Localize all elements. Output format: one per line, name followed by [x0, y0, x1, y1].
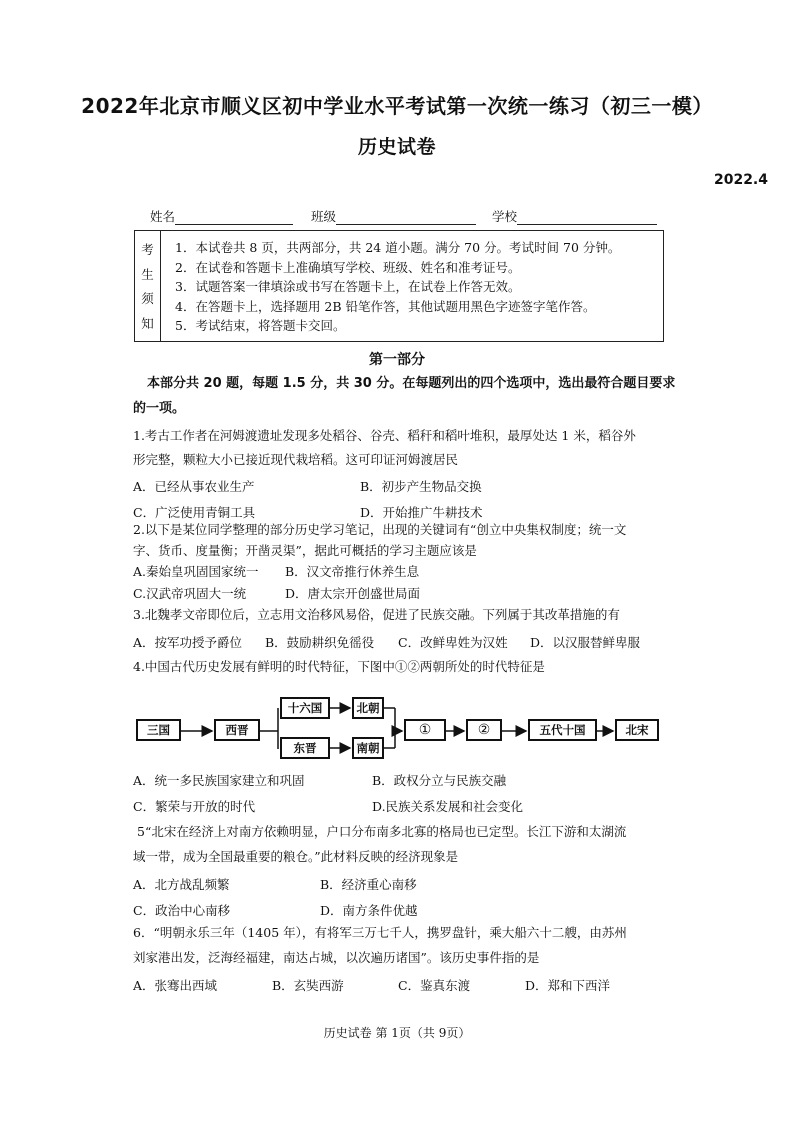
- q2-stem: 2.以下是某位同学整理的部分历史学习笔记，出现的关键词有“创立中央集权制度；统一文: [133, 522, 627, 537]
- q5-option-b[interactable]: B．经济重心南移: [320, 877, 417, 892]
- q5-option-d[interactable]: D．南方条件优越: [320, 903, 418, 918]
- box-circle-2: ②: [466, 719, 502, 741]
- q1-option-a[interactable]: A．已经从事农业生产: [133, 479, 255, 494]
- notice-side-char: 须: [141, 291, 154, 307]
- q2-option-d[interactable]: D．唐太宗开创盛世局面: [285, 586, 421, 601]
- box-xijin: 西晋: [214, 719, 260, 741]
- q5-option-a[interactable]: A．北方战乱频繁: [133, 877, 230, 892]
- box-sanguo: 三国: [136, 719, 181, 741]
- notice-item: 1．本试卷共 8 页，共两部分，共 24 道小题。满分 70 分。考试时间 70 分钟。: [175, 240, 621, 255]
- part1-instruction-cont: 的一项。: [133, 401, 186, 416]
- part1-heading: 第一部分: [369, 352, 425, 368]
- exam-notice-box: [134, 230, 664, 342]
- q6-stem: 6．“明朝永乐三年（1405 年），有将军三万七千人，携罗盘针，乘大船六十二艘，由苏州: [133, 925, 627, 940]
- q5-stem-cont: 域一带，成为全国最重要的粮仓。”此材料反映的经济现象是: [133, 849, 459, 864]
- class-blank: [336, 211, 476, 225]
- q4-option-c[interactable]: C．繁荣与开放的时代: [133, 799, 256, 814]
- q3-option-d[interactable]: D．以汉服替鲜卑服: [530, 635, 641, 650]
- notice-side-char: 知: [141, 315, 154, 331]
- q1-option-d[interactable]: D．开始推广牛耕技术: [360, 505, 483, 520]
- box-dongjin: 东晋: [280, 737, 330, 759]
- notice-items: [175, 238, 620, 336]
- q3-option-b[interactable]: B．鼓励耕织免徭役: [265, 635, 375, 650]
- student-info-row: [150, 207, 657, 225]
- box-wudai: 五代十国: [528, 719, 597, 741]
- exam-subject: 历史试卷: [357, 136, 436, 158]
- page-footer: 历史试卷 第 1页（共 9页）: [323, 1026, 471, 1040]
- q1-stem: 1.考古工作者在河姆渡遗址发现多处稻谷、谷壳、稻秆和稻叶堆积，最厚处达 1 米，稻谷外: [133, 428, 636, 443]
- box-shiliuguo: 十六国: [280, 697, 330, 719]
- q1-option-b[interactable]: B．初步产生物品交换: [360, 479, 482, 494]
- name-blank: [175, 211, 293, 225]
- notice-side-char: 生: [141, 266, 154, 282]
- school-label: 学校: [492, 209, 518, 224]
- q6-option-c[interactable]: C．鉴真东渡: [398, 978, 471, 993]
- notice-side-label: [135, 231, 161, 341]
- box-nanchao: 南朝: [352, 737, 384, 759]
- q3-option-a[interactable]: A．按军功授予爵位: [133, 635, 243, 650]
- notice-item: 4．在答题卡上，选择题用 2B 铅笔作答，其他试题用黑色字迹签字笔作答。: [175, 298, 596, 314]
- exam-date: 2022.4: [713, 172, 768, 188]
- name-label: 姓名: [150, 209, 176, 224]
- q6-option-d[interactable]: D．郑和下西洋: [525, 978, 611, 993]
- q6-option-a[interactable]: A．张骞出西域: [133, 978, 218, 993]
- q3-option-c[interactable]: C．改鲜卑姓为汉姓: [398, 635, 508, 650]
- q6-option-b[interactable]: B．玄奘西游: [272, 978, 344, 993]
- notice-item: 3．试题答案一律填涂或书写在答题卡上，在试卷上作答无效。: [175, 279, 521, 294]
- q1-stem-cont: 形完整，颗粒大小已接近现代栽培稻。这可印证河姆渡居民: [133, 452, 459, 467]
- part1-instruction: 本部分共 20 题，每题 1.5 分，共 30 分。在每题列出的四个选项中，选出最符合题目要求: [147, 376, 676, 391]
- notice-item: 5．考试结束，将答题卡交回。: [175, 318, 346, 333]
- q6-stem-cont: 刘家港出发，泛海经福建，南达占城，以次遍历诸国”。该历史事件指的是: [133, 950, 540, 965]
- box-beichao: 北朝: [352, 697, 384, 719]
- exam-title: 2022年北京市顺义区初中学业水平考试第一次统一练习（初三一模）: [81, 94, 713, 118]
- box-beisong: 北宋: [615, 719, 659, 741]
- box-circle-1: ①: [404, 719, 446, 741]
- q5-stem: 5“北宋在经济上对南方依赖明显，户口分布南多北寡的格局也已定型。长江下游和太湖流: [137, 824, 627, 839]
- q4-stem: 4.中国古代历史发展有鲜明的时代特征，下图中①②两朝所处的时代特征是: [133, 659, 545, 674]
- q4-option-a[interactable]: A．统一多民族国家建立和巩固: [133, 773, 305, 788]
- q5-option-c[interactable]: C．政治中心南移: [133, 903, 231, 918]
- q2-option-b[interactable]: B．汉文帝推行休养生息: [285, 564, 420, 579]
- notice-side-char: 考: [141, 242, 154, 258]
- q3-stem: 3.北魏孝文帝即位后，立志用文治移风易俗，促进了民族交融。下列属于其改革措施的有: [133, 607, 620, 622]
- q4-option-b[interactable]: B．政权分立与民族交融: [372, 773, 507, 788]
- q4-option-d[interactable]: D.民族关系发展和社会变化: [372, 799, 524, 814]
- notice-item: 2．在试卷和答题卡上准确填写学校、班级、姓名和准考证号。: [175, 259, 521, 275]
- q2-stem-cont: 字、货币、度量衡；开凿灵渠”，据此可概括的学习主题应该是: [133, 543, 477, 558]
- q2-option-a[interactable]: A.秦始皇巩固国家统一: [133, 564, 259, 579]
- school-blank: [517, 211, 657, 225]
- q1-option-c[interactable]: C．广泛使用青铜工具: [133, 505, 256, 520]
- class-label: 班级: [311, 209, 337, 224]
- q2-option-c[interactable]: C.汉武帝巩固大一统: [133, 586, 247, 601]
